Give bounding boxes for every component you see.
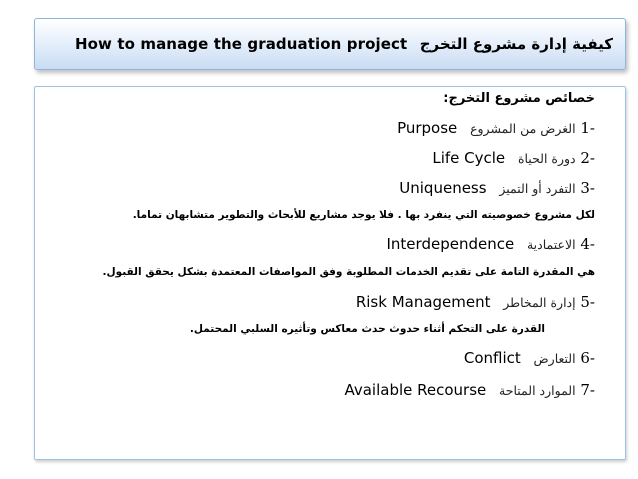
list-item-uniqueness: [399, 179, 595, 197]
section-heading: خصائص مشروع التخرج:: [443, 91, 595, 106]
item-arabic: دورة الحياة: [517, 151, 576, 166]
list-item-risk-management: [356, 293, 595, 311]
content-panel: [34, 86, 626, 460]
item-arabic: الموارد المتاحة: [499, 383, 576, 398]
item-english: Uniqueness: [399, 179, 487, 197]
item-number: -6: [580, 349, 595, 367]
item-description-uniqueness: لكل مشروع خصوصيته التي ينفرد بها . فلا يوجد مشاريع للأبحاث والتطوير متشابهان تماما.: [132, 209, 595, 221]
item-english: Interdependence: [386, 235, 515, 253]
item-arabic: التعارض: [533, 351, 576, 366]
list-item-life-cycle: [432, 149, 595, 167]
item-number: -2: [580, 149, 595, 167]
item-number: -7: [580, 381, 595, 399]
item-number: -3: [580, 179, 595, 197]
item-number: -4: [580, 235, 595, 253]
title-english: How to manage the graduation project: [75, 35, 408, 53]
list-item-interdependence: [387, 235, 596, 253]
list-item-conflict: [464, 349, 595, 367]
item-arabic: الغرض من المشروع: [470, 121, 576, 136]
item-number: -1: [580, 119, 595, 137]
item-english: Risk Management: [355, 293, 491, 311]
title-arabic: كيفية إدارة مشروع التخرج: [419, 35, 613, 53]
item-arabic: الاعتمادية: [526, 237, 576, 252]
item-arabic: إدارة المخاطر: [503, 295, 576, 310]
item-english: Purpose: [397, 119, 458, 137]
item-description-interdependence: هي المقدرة التامة على تقديم الخدمات المطلوبة وفق المواصفات المعتمدة بشكل يحقق القبول.: [102, 266, 595, 278]
item-english: Life Cycle: [432, 149, 506, 167]
item-english: Available Recourse: [344, 381, 487, 399]
item-english: Conflict: [463, 349, 521, 367]
title-bar: [34, 18, 626, 70]
list-item-purpose: [397, 119, 595, 137]
item-arabic: التفرد أو التميز: [499, 181, 576, 196]
item-number: -5: [580, 293, 595, 311]
item-description-risk-management: القدرة على التحكم أثناء حدوث حدث معاكس وتأثيره السلبي المحتمل.: [189, 323, 545, 335]
list-item-available-recourse: [344, 381, 595, 399]
